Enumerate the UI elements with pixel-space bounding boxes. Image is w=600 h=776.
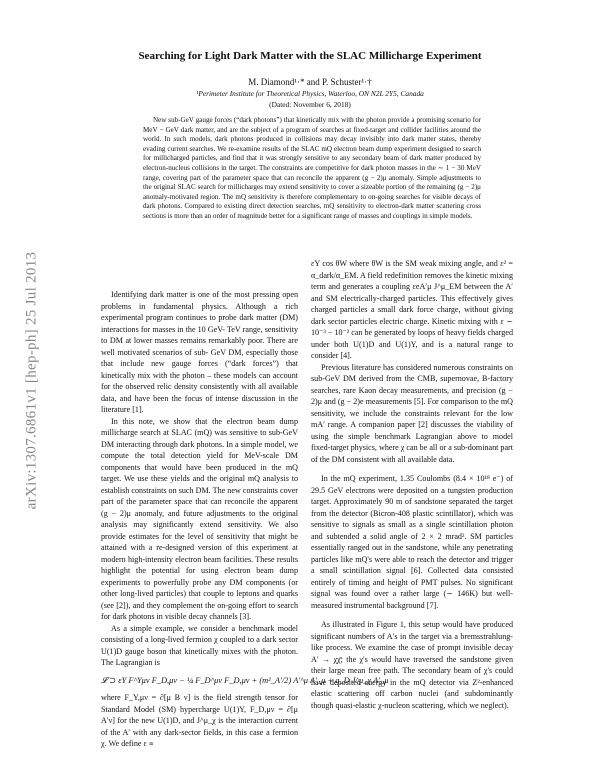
paragraph-gap (311, 611, 513, 619)
figure-paragraph: As illustrated in Figure 1, this setup would have produced significant numbers of A′s in the target via a bremsstrahlung-like process. We examine the case of prompt invisible decay A′ → χχ̄; the χ's would have traversed the sandstone given their large mean free path. The secondary beam of χ's could have deposited energy in the mQ detector via Z²-enhanced elastic scattering off carbon nuclei (and subdominantly though quasi-elastic χ-nucleon scattering, which we neglect). (311, 620, 513, 710)
affiliation: ¹Perimeter Institute for Theoretical Physics, Waterloo, ON N2L 2Y5, Canada (196, 89, 424, 98)
right-column (311, 258, 513, 711)
left-column (101, 289, 389, 750)
experiment-paragraph: In the mQ experiment, 1.35 Coulombs (8.4 × 10¹⁸ e⁻) of 29.5 GeV electrons were deposited on a tungsten production target. Approximately 90 m of sandstone separated the target from the detector (Bicron-408 plastic scintillator), which was sensitive to signals as small as a single scintillation photon and subtended a solid angle of 2 × 2 mrad². SM particles essentially ranged out in the sandstone, while any penetrating particles like mQ's were able to reach the detector and trigger a small scintillation signal [6]. Collected data consisted entirely of timing and height of PMT pulses. No significant signal was found over a rather large (∼ 146K) but well-measured instrumental background [7]. (311, 474, 513, 610)
arxiv-stamp (20, 170, 44, 590)
intro-paragraph: Identifying dark matter is one of the most pressing open problems in fundamental physics. Although a rich experimental program continues to probe dark matter (DM) interactions for masses in the 10 GeV- TeV range, sensitivity to DM at lower masses remains remarkably poor. There are well motivated scenarios of sub- GeV DM, especially those that include new gauge forces (“dark forces”) that kinetically mix with the photon – these models can account for the observed relic density consistently with all available data, and have been the focus of intense discussion in the literature [1]. (101, 290, 298, 414)
mixing-paragraph: εY cos θW where θW is the SM weak mixing angle, and ε² = α_dark/α_EM. A field redefinition removes the kinetic mixing term and generates a coupling εeA′μ J^μ_EM between the A′ and SM electrically-charged particles. This effectively gives charged particles a small dark force charge, without giving dark sector particles electric charge. Kinetic mixing with ε ∼ 10⁻³ − 10⁻² can be generated by loops of heavy fields charged under both U(1)D and U(1)Y, and is a natural range to consider [4]. (311, 259, 513, 360)
abstract: New sub-GeV gauge forces (“dark photons”) that kinetically mix with the photon provide a promising scenario for MeV − GeV dark matter, and are the subject of a program of searches at fixed-target and collider facilities around the world. In such models, dark photons produced in collisions may decay invisibly into dark matter states, thereby evading current searches. We re-examine results of the SLAC mQ electron beam dump experiment designed to search for millicharged particles, and find that it was strongly sensitive to any secondary beam of dark matter produced by electron-nucleus collisions in the target. The constraints are competitive for dark photon masses in the ∼ 1 − 30 MeV range, covering part of the parameter space that can reconcile the apparent (g − 2)μ anomaly. Simple adjustments to the original SLAC search for millicharges may extend sensitivity to cover a sizeable portion of the remaining (g − 2)μ anomaly-motivated region. The mQ sensitivity is therefore complementary to on-going searches for visible decays of dark photons. Compared to existing direct detection searches, mQ sensitivity to electron-dark matter scattering cross sections is more than an order of magnitude better for a significant range of masses and couplings in simple models. (143, 116, 481, 220)
literature-paragraph: Previous literature has considered numerous constraints on sub-GeV DM derived from the CMB, supernovae, B-factory searches, rare Kaon decay measurements, and precision (g − 2)μ and (g − 2)e measurements [5]. For comparison to the mQ sensitivity, we include the constraints relevant for the low mA′ range. A companion paper [2] discusses the viability of using the simple benchmark Lagrangian above to model fixed-target physics, where χ can be all or a sub-dominant part of the DM consistent with all available data. (311, 362, 513, 464)
arxiv-stamp-text: arXiv:1307.6861v1 [hep-ph] 25 Jul 2013 (23, 251, 40, 509)
paper-title: Searching for Light Dark Matter with the SLAC Millicharge Experiment (138, 50, 482, 62)
definitions-paragraph: where F_Y,μν = ∂[μ B ν] is the field strength tensor for Standard Model (SM) hypercharge U(1)Y, F_D,μν = ∂[μ A′ν] for the new U(1)D, and J^μ_χ is the interaction current of the A′ with any dark-sector fields, in this case a fermion χ. We define ε ≡ (101, 693, 298, 748)
paragraph-gap (311, 465, 513, 473)
model-paragraph: As a simple example, we consider a benchmark model consisting of a long-lived fermion χ coupled to a dark sector U(1)D gauge boson that kinetically mixes with the photon. The Lagrangian is (101, 623, 298, 667)
note-paragraph: In this note, we show that the electron beam dump millicharge search at SLAC (mQ) was sensitive to sub-GeV DM interacting through dark photons. In a simple model, we compute the total detection yield for MeV-scale DM components that would have been produced in the mQ target. We use these yields and the original mQ analysis to establish constraints on such DM. The new constraints cover part of the parameter space that can reconcile the apparent (g − 2)μ anomaly, and future adjustments to the original analysis may significantly extend sensitivity. We also provide estimates for the level of sensitivity that might be attained with a re-designed version of this experiment at modern high-intensity electron beam facilities. These results highlight the potential for using electron beam dump experiments to powerfully probe any DM components (or other long-lived particles) that couple to leptons and quarks (see [2]), and they complement the on-going effort to search for dark photons in visible decay channels [3]. (101, 416, 298, 621)
author-list: M. Diamond¹·* and P. Schuster¹·† (248, 77, 372, 87)
lagrangian-equation: 𝓛 ⊃ εY F^Yμν F_D,μν − ¼ F_D^μν F_D,μν + (m²_A′/2) A′^μ A′_μ + g_D J^μ_χ A′_μ (101, 675, 389, 685)
date-line: (Dated: November 6, 2018) (269, 100, 351, 109)
